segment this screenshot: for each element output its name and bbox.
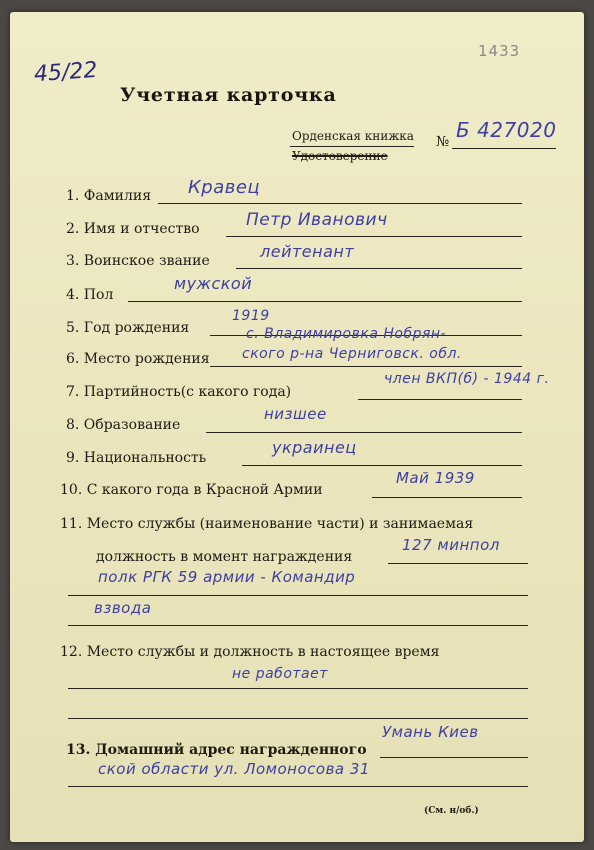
field-13-value-2: ской области ул. Ломоносова 31 [98, 760, 370, 778]
book-number-line [452, 148, 556, 149]
field-11-label-2: должность в момент награждения [96, 549, 353, 565]
number-sign: № [436, 134, 450, 150]
field-7-line [358, 399, 522, 400]
field-13-line-1 [380, 757, 528, 758]
field-11-value-1: 127 минпол [402, 536, 500, 554]
field-9-label: 9. Национальность [66, 450, 207, 466]
field-7-value: член ВКП(б) - 1944 г. [384, 371, 550, 387]
field-11-value-2: полк РГК 59 армии - Командир [98, 568, 356, 586]
field-4-line [128, 301, 522, 302]
field-1-label: 1. Фамилия [66, 188, 152, 204]
field-10-line [372, 497, 522, 498]
field-3-line [236, 268, 522, 269]
field-11-value-3: взвода [94, 599, 152, 617]
field-13-label: 13. Домашний адрес награжденного [66, 742, 367, 758]
field-6-line [210, 366, 522, 367]
field-11-line-1 [388, 563, 528, 564]
certificate-label: Удостоверение [292, 149, 388, 163]
field-6-value-1: с. Владимировка Нобрян- [246, 326, 447, 342]
field-11-line-2 [68, 595, 528, 596]
field-8-line [206, 432, 522, 433]
record-card [10, 12, 584, 842]
field-13-value-1: Умань Киев [382, 723, 479, 741]
field-13-line-2 [68, 786, 528, 787]
field-2-label: 2. Имя и отчество [66, 221, 200, 237]
field-4-label: 4. Пол [66, 287, 114, 303]
field-8-value: низшее [264, 405, 327, 423]
field-2-line [226, 236, 522, 237]
book-number-value: Б 427020 [456, 118, 557, 142]
pencil-number: 1433 [478, 42, 521, 60]
field-12-line-1 [68, 688, 528, 689]
field-3-label: 3. Воинское звание [66, 253, 210, 269]
field-7-label: 7. Партийность(с какого года) [66, 384, 292, 400]
field-4-value: мужской [174, 274, 253, 293]
field-1-value: Кравец [188, 177, 261, 198]
field-12-value: не работает [232, 666, 328, 682]
field-1-line [158, 203, 522, 204]
field-12-line-2 [68, 718, 528, 719]
field-10-value: Май 1939 [396, 469, 475, 487]
field-5-value: 1919 [232, 308, 270, 324]
field-2-value: Петр Иванович [246, 210, 388, 230]
field-5-label: 5. Год рождения [66, 320, 190, 336]
field-11-line-3 [68, 625, 528, 626]
order-book-underline [290, 146, 414, 147]
archive-number: 45/22 [33, 57, 99, 88]
field-12-label: 12. Место службы и должность в настоящее время [60, 644, 440, 660]
see-reverse-note: (См. н/об.) [424, 806, 479, 816]
field-9-line [242, 465, 522, 466]
field-11-label-1: 11. Место службы (наименование части) и занимаемая [60, 516, 474, 532]
field-9-value: украинец [272, 438, 357, 457]
field-3-value: лейтенант [260, 242, 355, 261]
field-6-label: 6. Место рождения [66, 351, 210, 367]
order-book-label: Орденская книжка [292, 129, 414, 143]
field-6-value-2: ского р-на Черниговск. обл. [242, 346, 462, 362]
card-title: Учетная карточка [120, 84, 337, 106]
field-10-label: 10. С какого года в Красной Армии [60, 482, 323, 498]
field-8-label: 8. Образование [66, 417, 181, 433]
